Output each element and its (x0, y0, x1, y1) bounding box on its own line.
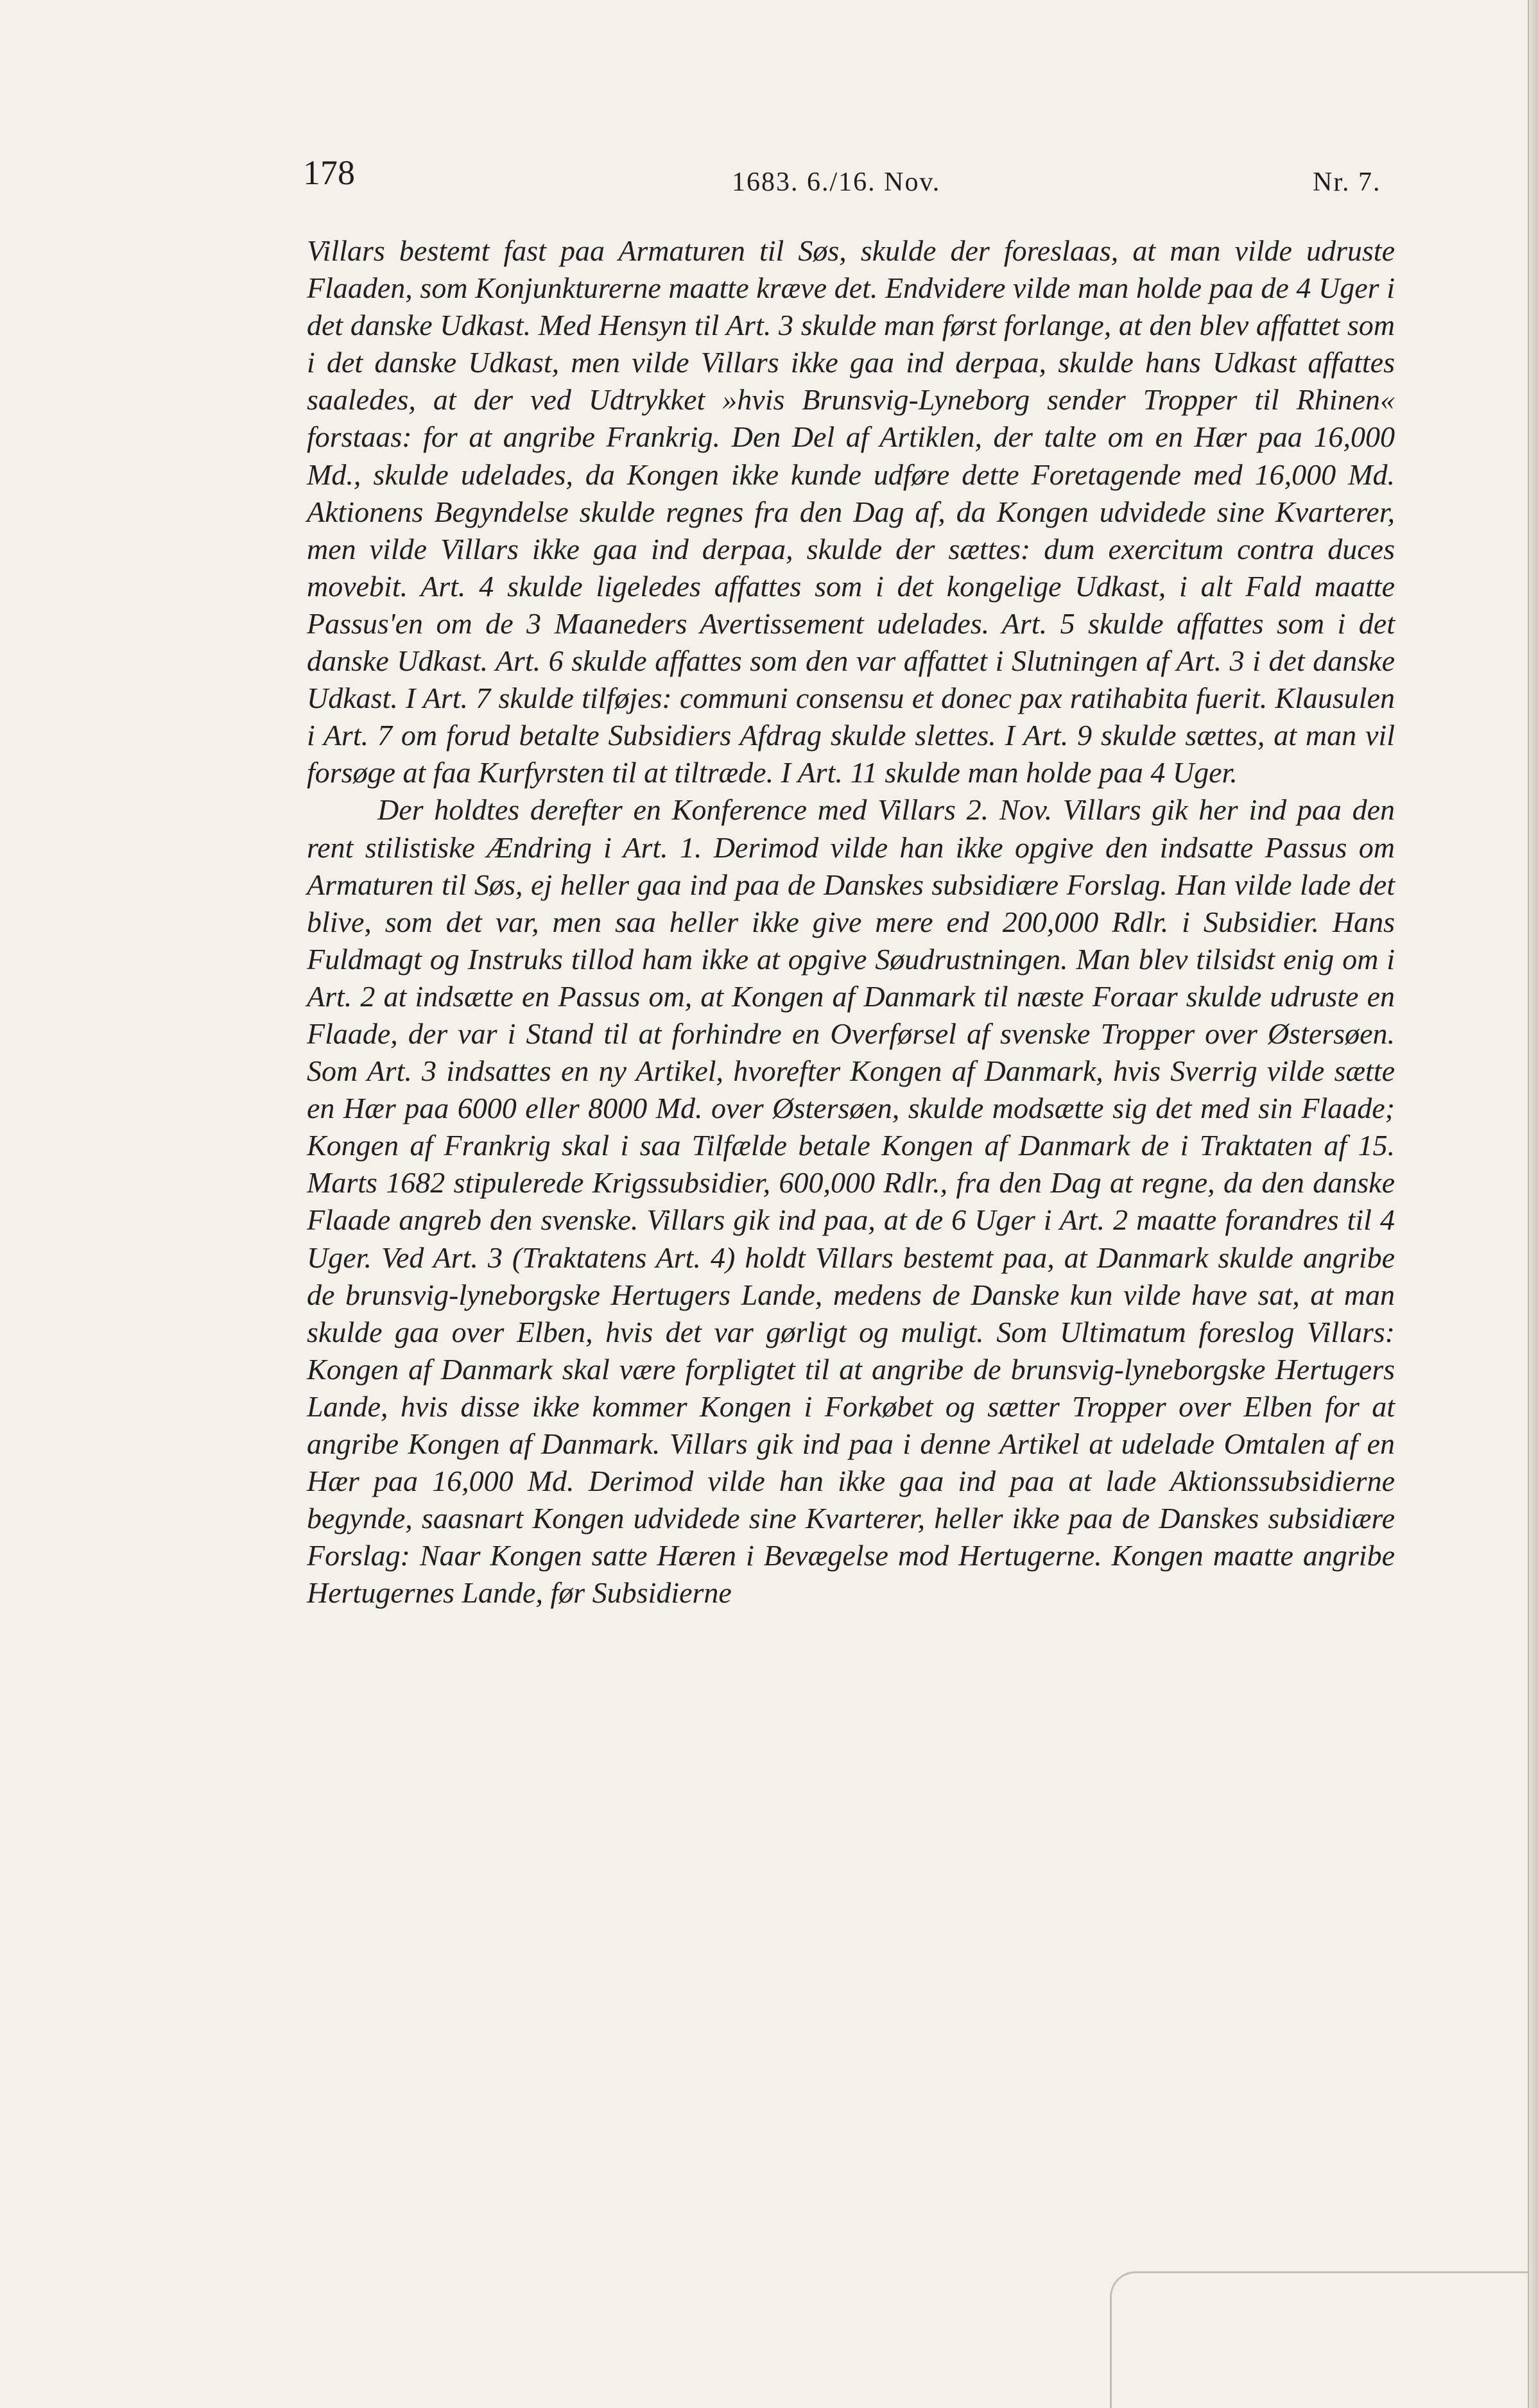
running-header (0, 153, 1538, 211)
paragraph: Villars bestemt fast paa Armaturen til Søs, skulde der foreslaas, at man vilde udruste Flaaden, som Konjunkturerne maatte kræve det. Endvidere vilde man holde paa de 4 Uger i det danske Udkast. Med Hensyn til Art. 3 skulde man først forlange, at den blev affattet som i det danske Udkast, men vilde Villars ikke gaa ind derpaa, skulde hans Udkast affattes saaledes, at der ved Udtrykket »hvis Brunsvig-Lyneborg sender Tropper til Rhinen« forstaas: for at angribe Frankrig. Den Del af Artiklen, der talte om en Hær paa 16,000 Md., skulde udelades, da Kongen ikke kunde udføre dette Foretagende med 16,000 Md. Aktionens Begyndelse skulde regnes fra den Dag af, da Kongen udvidede sine Kvarterer, men vilde Villars ikke gaa ind derpaa, skulde der sættes: dum exercitum contra duces movebit. Art. 4 skulde ligeledes affattes som i det kongelige Udkast, i alt Fald maatte Passus'en om de 3 Maaneders Avertissement udelades. Art. 5 skulde affattes som i det danske Udkast. Art. 6 skulde affattes som den var affattet i Slutningen af Art. 3 i det danske Udkast. I Art. 7 skulde tilføjes: communi consensu et donec pax ratihabita fuerit. Klausulen i Art. 7 om forud betalte Subsidiers Afdrag skulde slettes. I Art. 9 skulde sættes, at man vil forsøge at faa Kurfyrsten til at tiltræde. I Art. 11 skulde man holde paa 4 Uger. (307, 234, 1395, 789)
header-dateline: 1683. 6./16. Nov. (732, 168, 941, 197)
paragraph: Der holdtes derefter en Konference med Villars 2. Nov. Villars gik her ind paa den rent stilistiske Ændring i Art. 1. Derimod vilde han ikke opgive den indsatte Passus om Armaturen til Søs, ej heller gaa ind paa de Danskes subsidiære Forslag. Han vilde lade det blive, som det var, men saa heller ikke give mere end 200,000 Rdlr. i Subsidier. Hans Fuldmagt og Instruks tillod ham ikke at opgive Søudrustningen. Man blev tilsidst enig om i Art. 2 at indsætte en Passus om, at Kongen af Danmark til næste Foraar skulde udruste en Flaade, der var i Stand til at forhindre en Overførsel af svenske Tropper over Østersøen. Som Art. 3 indsattes en ny Artikel, hvorefter Kongen af Danmark, hvis Sverrig vilde sætte en Hær paa 6000 eller 8000 Md. over Østersøen, skulde modsætte sig det med sin Flaade; Kongen af Frankrig skal i saa Tilfælde betale Kongen af Danmark de i Traktaten af 15. Marts 1682 stipulerede Krigssubsidier, 600,000 Rdlr., fra den Dag at regne, da den danske Flaade angreb den svenske. Villars gik ind paa, at de 6 Uger i Art. 2 maatte forandres til 4 Uger. Ved Art. 3 (Traktatens Art. 4) holdt Villars bestemt paa, at Danmark skulde angribe de brunsvig-lyneborgske Hertugers Lande, medens de Danske kun vilde have sat, at man skulde gaa over Elben, hvis det var gørligt og muligt. Som Ultimatum foreslog Villars: Kongen af Danmark skal være forpligtet til at angribe de brunsvig-lyneborgske Hertugers Lande, hvis disse ikke kommer Kongen i Forkøbet og sætter Tropper over Elben for at angribe Kongen af Danmark. Villars gik ind paa i denne Artikel at udelade Omtalen af en Hær paa 16,000 Md. Derimod vilde han ikke gaa ind paa at lade Aktionssubsidierne begynde, saasnart Kongen udvidede sine Kvarterer, heller ikke paa de Danskes subsidiære Forslag: Naar Kongen satte Hæren i Bevægelse mod Hertugerne. Kongen maatte angribe Hertugernes Lande, før Subsidierne (307, 793, 1395, 1610)
page-edge (1528, 0, 1538, 2408)
body-text (307, 232, 1395, 1612)
page-curl-shadow (1110, 2271, 1529, 2408)
page-number: 178 (303, 153, 355, 192)
header-document-number: Nr. 7. (1313, 168, 1381, 197)
